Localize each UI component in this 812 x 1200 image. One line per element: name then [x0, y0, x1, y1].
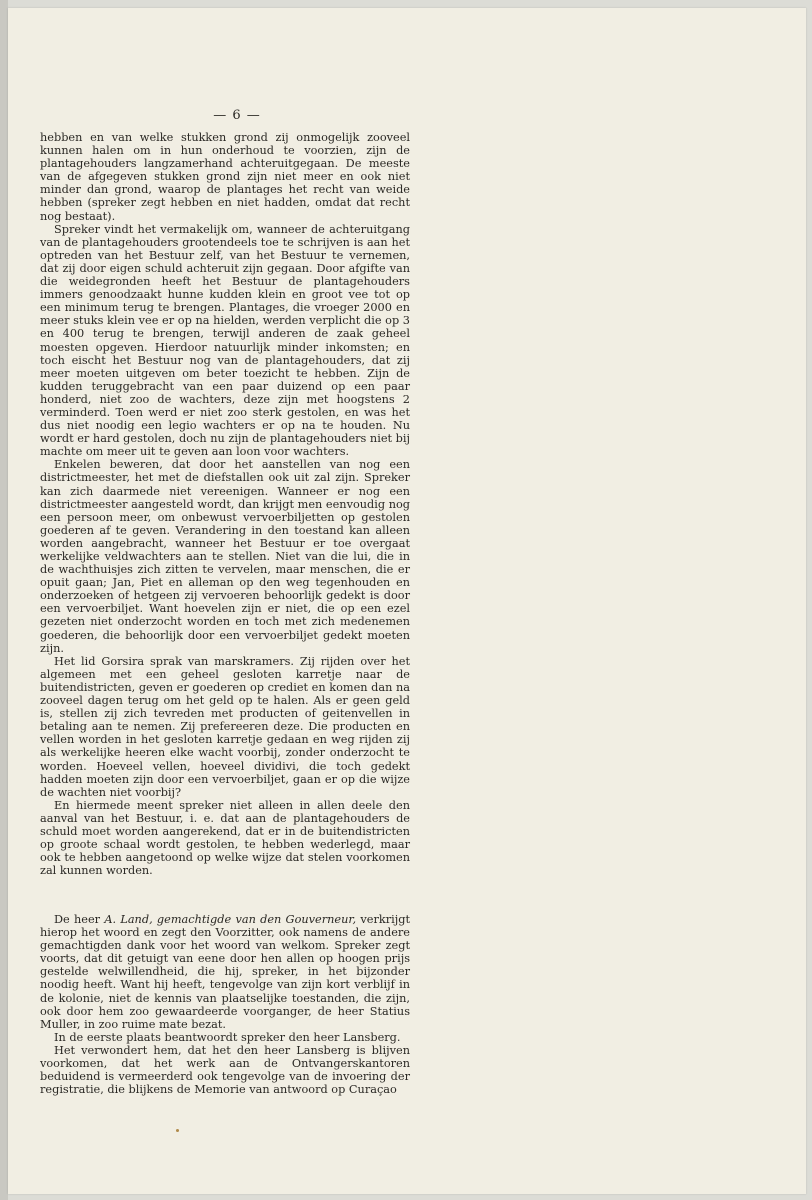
paragraph-continuation: hebben en van welke stukken grond zij onmogelijk zooveel kunnen halen om in hun onderhoud te voorzien, zijn de plantagehouders langzamerhand achteruitgegaan. De meeste van de afgegeven stukken grond zijn niet meer en ook niet minder dan grond, waarop de plantages het recht van weide hebben (spreker zegt hebben en niet hadden, omdat dat recht nog bestaat).	[40, 131, 410, 223]
paragraph: Enkelen beweren, dat door het aanstellen van nog een districtmeester, het met de diefstallen ook uit zal zijn. Spreker kan zich daarmede niet vereenigen. Wanneer er nog een districtmeester aangesteld wordt, dan krijgt men eenvoudig nog een persoon meer, om onbewust vervoerbiljetten op gestolen goederen af te geven. Verandering in den toestand kan alleen worden aangebracht, wanneer het Bestuur er toe overgaat werkelijke veldwachters aan te stellen. Niet van die lui, die in de wachthuisjes zich zitten te vervelen, maar menschen, die er opuit gaan; Jan, Piet en alleman op den weg tegenhouden en onderzoeken of hetgeen zij vervoeren behoorlijk gedekt is door een vervoerbiljet. Want hoevelen zijn er niet, die op een ezel gezeten niet onderzocht worden en toch met zich medenemen goederen, die behoorlijk door een vervoerbiljet gedekt moeten zijn.	[40, 458, 411, 655]
page-number: — 6 —	[213, 108, 261, 123]
paragraph: In de eerste plaats beantwoordt spreker den heer Lansberg.	[54, 1030, 401, 1044]
text-column-bottom	[40, 913, 410, 1096]
paragraph: Spreker vindt het vermakelijk om, wanneer de achteruitgang van de plantagehouders grootendeels toe te schrijven is aan het optreden van het Bestuur zelf, van het Bestuur te vernemen, dat zij door eigen schuld achteruit zijn gegaan. Door afgifte van die weidegronden heeft het Bestuur de plantagehouders immers genoodzaakt hunne kudden klein en groot vee tot op een minimum terug te brengen. Plantages, die vroeger 2000 en meer stuks klein vee er op na hielden, werden verplicht die op 3 en 400 terug te brengen, terwijl anderen de zaak geheel moesten opgeven. Hierdoor natuurlijk minder inkomsten; en toch eischt het Bestuur nog van de plantagehouders, dat zij meer moeten uitgeven om beter toezicht te hebben. Zijn de kudden teruggebracht van een paar duizend op een paar honderd, niet zoo de wachters, deze zijn met hoogstens 2 verminderd. Toen werd er niet zoo sterk gestolen, en was het dus niet noodig een legio wachters er op na te houden. Nu wordt er hard gestolen, doch nu zijn de plantagehouders niet bij machte om meer uit te geven aan loon voor wachters.	[40, 222, 410, 459]
paragraph: En hiermede meent spreker niet alleen in allen deele den aanval van het Bestuur, i. e. dat aan de plantagehouders de schuld moet worden aangerekend, dat er in de buitendistricten op groote schaal wordt gestolen, te hebben wederlegd, maar ook te hebben aangetoond op welke wijze dat stelen voorkomen zal kunnen worden.	[40, 798, 410, 878]
speaker-prefix: De heer	[54, 913, 105, 926]
ink-spot	[176, 1129, 179, 1132]
paragraph: Het verwondert hem, dat het den heer Lansberg is blijven voorkomen, dat het werk aan de Ontvangerskantoren beduidend is vermeerderd ook tengevolge van de invoering der registratie, die blijkens de Memorie van antwoord op Curaçao	[40, 1043, 410, 1097]
speaker-rest: verkrijgt hierop het woord en zegt den Voorzitter, ook namens de andere gemachtigden dank voor het woord van welkom. Spreker zegt voorts, dat dit getuigt van eene door hen allen op hoogen prijs gestelde welwillendheid, die hij, spreker, in het bijzonder noodig heeft. Want hij heeft, tengevolge van zijn kort verblijf in de kolonie, niet de kennis van plaatselijke toestanden, die zijn, ook door hem zoo gewaardeerde voorganger, de heer Statius Muller, in zoo ruime mate bezat.	[40, 913, 410, 1031]
scan-margin	[0, 0, 8, 1200]
speaker-name: A. Land, gemachtigde van den Gouverneur,	[104, 913, 357, 926]
document-page	[8, 8, 806, 1194]
text-column-top	[40, 131, 410, 877]
paragraph: Het lid Gorsira sprak van marskramers. Zij rijden over het algemeen met een geheel gesloten karretje naar de buitendistricten, geven er goederen op crediet en komen dan na zooveel dagen terug om het geld op te halen. Als er geen geld is, stellen zij zich tevreden met producten of geitenvellen in betaling aan te nemen. Zij prefereeren deze. Die producten en vellen worden in het gesloten karretje gedaan en weg rijden zij als werkelijke heeren elke wacht voorbij, zonder onderzocht te worden. Hoeveel vellen, hoeveel dividivi, die toch gedekt hadden moeten zijn door een vervoerbiljet, gaan er op die wijze de wachten niet voorbij?	[40, 654, 410, 799]
speaker-intro-paragraph	[40, 913, 410, 1031]
